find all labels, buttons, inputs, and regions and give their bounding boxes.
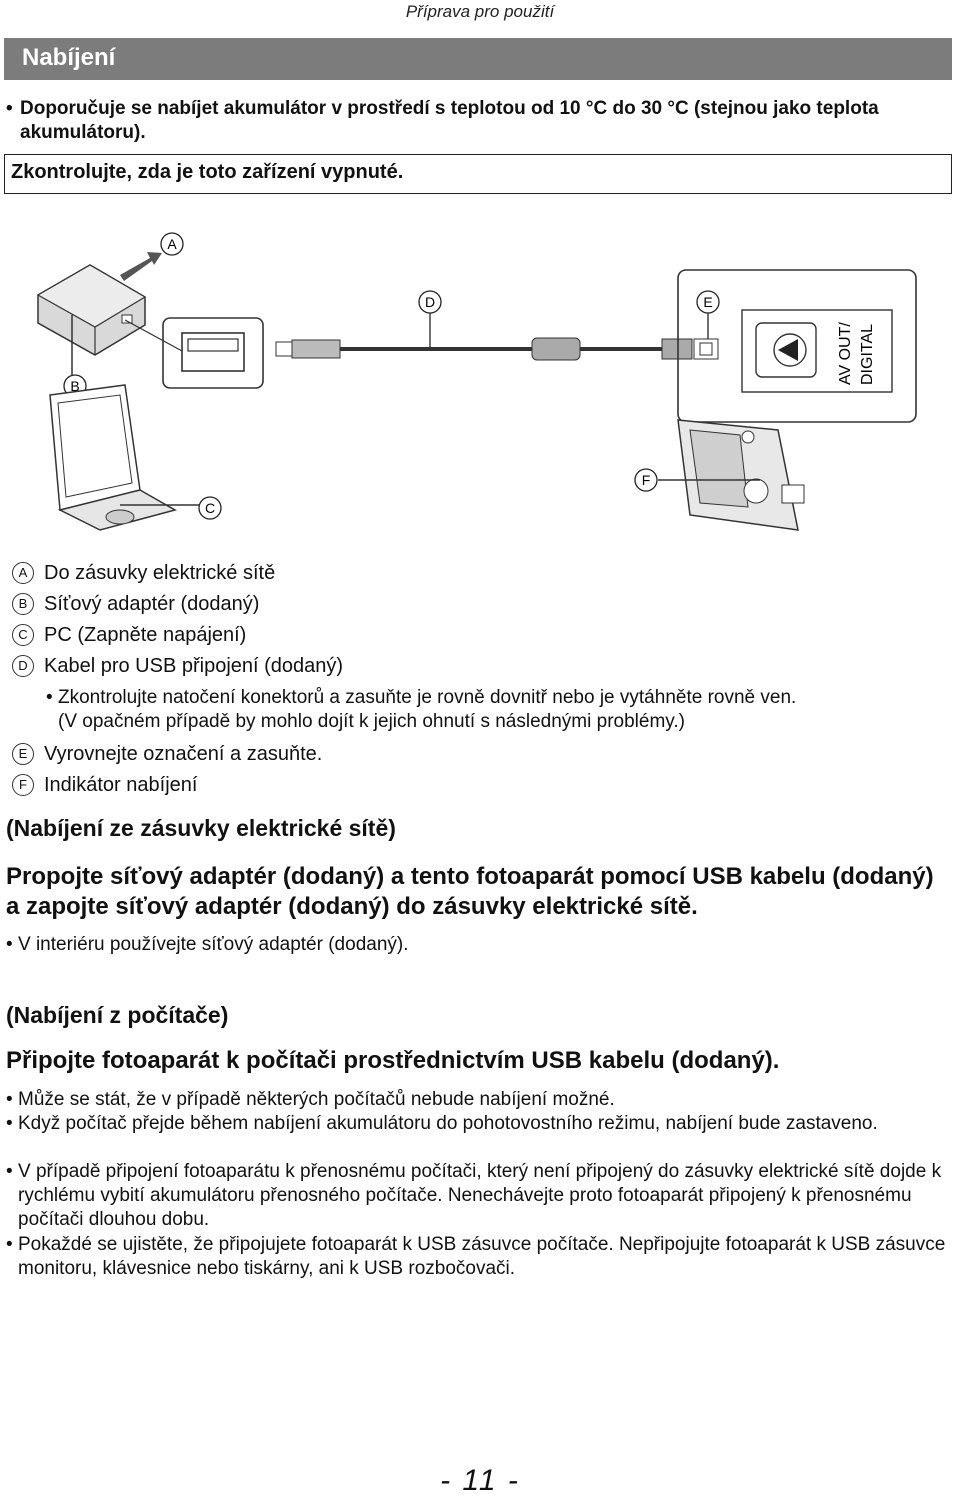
section2-instruction: Připojte fotoaparát k počítači prostřednictvím USB kabelu (dodaný). xyxy=(6,1047,780,1074)
legend-letter-f: F xyxy=(12,774,34,796)
section1-bullet xyxy=(6,933,946,957)
legend-note xyxy=(46,686,946,734)
section2-bullet-3 xyxy=(6,1160,950,1232)
section2-bullet-1-text: • Může se stát, že v případě některých počítačů nebude nabíjení možné. xyxy=(18,1089,615,1110)
legend-text-c: PC (Zapněte napájení) xyxy=(44,624,247,646)
usb-port-detail xyxy=(163,318,263,388)
section-title-bar xyxy=(4,38,952,80)
callout-c xyxy=(199,497,221,519)
legend-text-b: Síťový adaptér (dodaný) xyxy=(44,593,260,615)
section2-bullet-3-text: • V případě připojení fotoaparátu k přenosnému počítači, který není připojený do zásuvky elektrické sítě dojde k rychlému vybití akumulátoru přenosného počítače. Nenechávejte proto fotoaparát připojený k přenosnému počítači dlouhou dobu. xyxy=(18,1161,942,1230)
legend-text-d: Kabel pro USB připojení (dodaný) xyxy=(44,655,344,677)
legend-item-a xyxy=(12,561,275,585)
legend-item-e xyxy=(12,742,322,766)
callout-b-label: B xyxy=(70,378,80,394)
page-number: - 11 - xyxy=(440,1464,520,1497)
section2-bullet-2-text: • Když počítač přejde během nabíjení akumulátoru do pohotovostního režimu, nabíjení bude zastaveno. xyxy=(18,1113,878,1134)
callout-f xyxy=(635,469,657,491)
legend-letter-e: E xyxy=(12,743,34,765)
check-box-text: Zkontrolujte, zda je toto zařízení vypnuté. xyxy=(11,161,404,183)
legend-item-c xyxy=(12,623,246,647)
legend-text-f: Indikátor nabíjení xyxy=(44,774,198,796)
av-out-port xyxy=(742,310,892,392)
connection-diagram xyxy=(0,225,960,555)
legend-letter-a: A xyxy=(12,562,34,584)
legend-text-a: Do zásuvky elektrické sítě xyxy=(44,562,276,584)
legend-text-e: Vyrovnejte označení a zasuňte. xyxy=(44,743,323,765)
legend-letter-d: D xyxy=(12,655,34,677)
legend-item-f xyxy=(12,773,197,797)
callout-f-label: F xyxy=(641,472,651,488)
section1-heading: (Nabíjení ze zásuvky elektrické sítě) xyxy=(6,815,396,841)
callout-a-label: A xyxy=(167,236,177,252)
callout-d-label: D xyxy=(424,294,436,310)
ac-adapter xyxy=(38,265,145,355)
legend-item-d xyxy=(12,654,343,678)
legend-letter-c: C xyxy=(12,624,34,646)
intro-bullet-text: Doporučuje se nabíjet akumulátor v prostředí s teplotou od 10 °C do 30 °C (stejnou jako teplota akumulátoru). xyxy=(20,98,879,143)
legend-letter-b: B xyxy=(12,593,34,615)
outlet-arrow-icon xyxy=(120,252,162,281)
legend-item-b xyxy=(12,592,259,616)
section1-bullet-text: • V interiéru používejte síťový adaptér (dodaný). xyxy=(18,934,409,955)
page-title: Nabíjení xyxy=(22,44,116,71)
section2-bullet-4 xyxy=(6,1233,950,1281)
running-header: Příprava pro použití xyxy=(405,2,555,21)
callout-e-label: E xyxy=(703,294,713,310)
section1-instruction: Propojte síťový adaptér (dodaný) a tento fotoaparát pomocí USB kabelu (dodaný) a zapojte síťový adaptér (dodaný) do zásuvky elektrické sítě. xyxy=(6,863,934,920)
camera xyxy=(678,420,804,530)
intro-bullet: • Doporučuje se nabíjet akumulátor v prostředí s teplotou od 10 °C do 30 °C (stejnou jako teplota akumulátoru). xyxy=(6,97,952,145)
legend-note-line2: (V opačném případě by mohlo dojít k jejich ohnutí s následnými problémy.) xyxy=(58,711,685,732)
port-label-line1: AV OUT/ xyxy=(837,322,854,385)
callout-d xyxy=(419,291,441,313)
section2-bullet-1 xyxy=(6,1088,950,1112)
callout-c-label: C xyxy=(204,500,216,516)
section2-bullet-2 xyxy=(6,1112,950,1136)
port-label-line2: DIGITAL xyxy=(859,323,876,385)
check-box xyxy=(4,154,952,194)
callout-e xyxy=(697,291,719,313)
section2-bullet-4-text: • Pokaždé se ujistěte, že připojujete fotoaparát k USB zásuvce počítače. Nepřipojujte fotoaparát k USB zásuvce monitoru, klávesnice nebo tiskárny, ani k USB rozbočovači. xyxy=(18,1234,946,1279)
laptop-pc xyxy=(50,385,175,530)
callout-a xyxy=(161,233,183,255)
section2-heading: (Nabíjení z počítače) xyxy=(6,1002,229,1028)
usb-cable xyxy=(276,338,718,360)
legend-note-line1: • Zkontrolujte natočení konektorů a zasuňte je rovně dovnitř nebo je vytáhněte rovně ven. xyxy=(58,687,797,708)
